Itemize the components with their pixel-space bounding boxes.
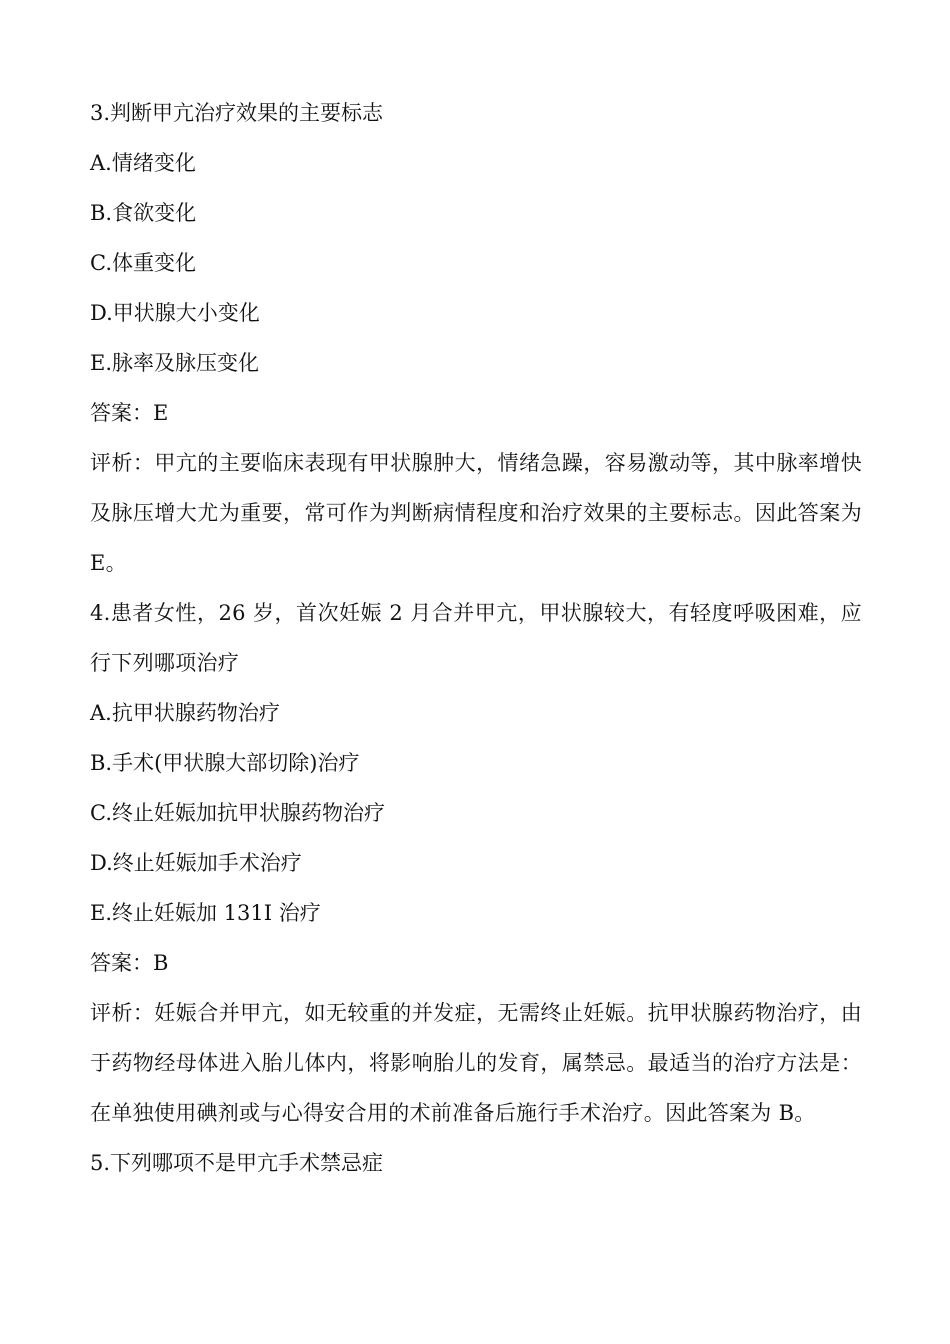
question-4-option-a: A.抗甲状腺药物治疗 — [90, 701, 280, 725]
question-4-option-d: D.终止妊娠加手术治疗 — [90, 851, 302, 875]
question-3-option-e: E.脉率及脉压变化 — [90, 351, 260, 375]
question-3-option-b: B.食欲变化 — [90, 201, 197, 225]
question-4-option-c: C.终止妊娠加抗甲状腺药物治疗 — [90, 801, 385, 825]
document-page — [90, 88, 862, 1188]
question-3-option-d: D.甲状腺大小变化 — [90, 301, 260, 325]
question-4-stem: 4.患者女性，26 岁，首次妊娠 2 月合并甲亢，甲状腺较大，有轻度呼吸困难，应行下列哪项治疗 — [90, 601, 862, 675]
question-4-analysis: 评析：妊娠合并甲亢，如无较重的并发症，无需终止妊娠。抗甲状腺药物治疗，由于药物经母体进入胎儿体内，将影响胎儿的发育，属禁忌。最适当的治疗方法是：在单独使用碘剂或与心得安合用的术前准备后施行手术治疗。因此答案为 B。 — [90, 1001, 862, 1125]
question-3-analysis: 评析：甲亢的主要临床表现有甲状腺肿大，情绪急躁，容易激动等，其中脉率增快及脉压增大尤为重要，常可作为判断病情程度和治疗效果的主要标志。因此答案为 E。 — [90, 451, 862, 575]
question-3-option-a: A.情绪变化 — [90, 151, 196, 175]
question-5-stem: 5.下列哪项不是甲亢手术禁忌症 — [90, 1151, 384, 1175]
question-4-option-b: B.手术(甲状腺大部切除)治疗 — [90, 751, 360, 775]
question-4-option-e: E.终止妊娠加 131I 治疗 — [90, 901, 321, 925]
question-3-stem: 3.判断甲亢治疗效果的主要标志 — [90, 101, 384, 125]
question-3-option-c: C.体重变化 — [90, 251, 196, 275]
question-4-answer: 答案：B — [90, 951, 169, 975]
question-3-answer: 答案：E — [90, 401, 169, 425]
